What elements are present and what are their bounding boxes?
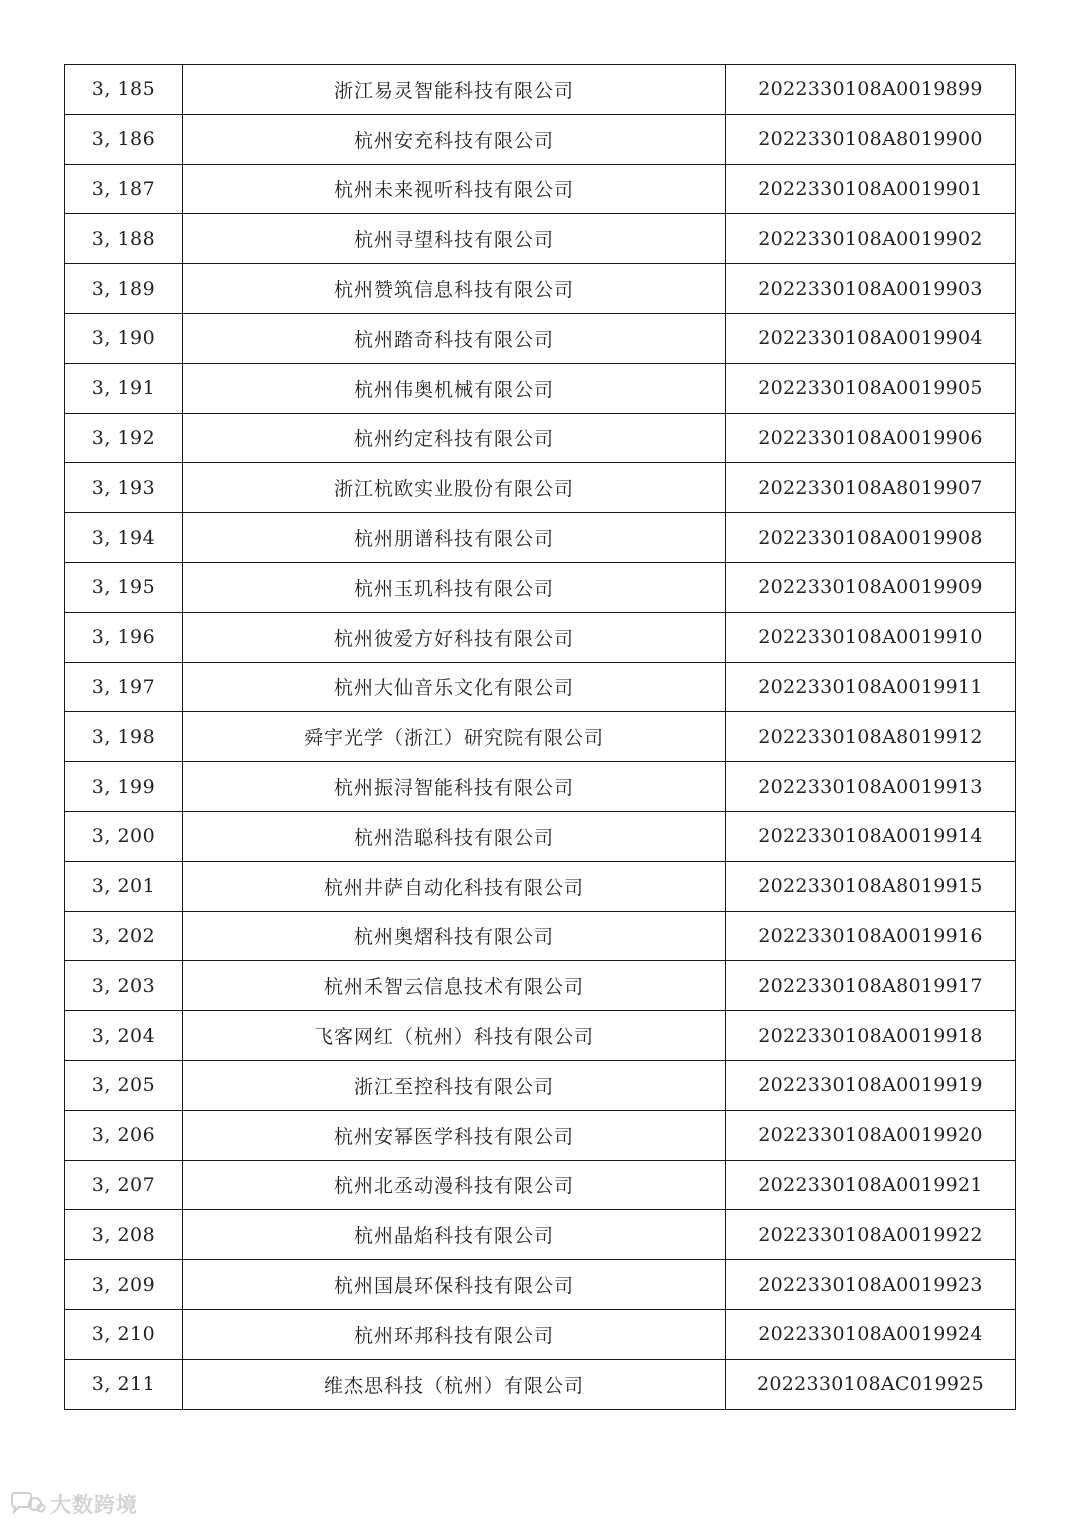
- row-number-cell: 3, 205: [65, 1060, 183, 1110]
- table-row: [65, 1160, 1016, 1210]
- company-name-cell: 杭州奥熠科技有限公司: [183, 911, 726, 961]
- row-number-cell: 3, 185: [65, 65, 183, 115]
- row-number-cell: 3, 197: [65, 662, 183, 712]
- row-number-cell: 3, 186: [65, 114, 183, 164]
- registration-code-cell: 2022330108A0019919: [726, 1060, 1016, 1110]
- registration-code-cell: 2022330108A0019906: [726, 413, 1016, 463]
- company-name-cell: 维杰思科技（杭州）有限公司: [183, 1359, 726, 1409]
- registration-code-cell: 2022330108A8019907: [726, 463, 1016, 513]
- row-number-cell: 3, 187: [65, 164, 183, 214]
- company-name-cell: 杭州赞筑信息科技有限公司: [183, 264, 726, 314]
- registration-code-cell: 2022330108A8019915: [726, 861, 1016, 911]
- row-number-cell: 3, 210: [65, 1309, 183, 1359]
- company-name-cell: 杭州井萨自动化科技有限公司: [183, 861, 726, 911]
- table-row: [65, 712, 1016, 762]
- table-row: [65, 662, 1016, 712]
- company-name-cell: 杭州玉玑科技有限公司: [183, 562, 726, 612]
- company-name-cell: 杭州禾智云信息技术有限公司: [183, 961, 726, 1011]
- table-row: [65, 1011, 1016, 1061]
- company-name-cell: 杭州安幂医学科技有限公司: [183, 1110, 726, 1160]
- table-row: [65, 463, 1016, 513]
- company-name-cell: 杭州浩聪科技有限公司: [183, 811, 726, 861]
- company-name-cell: 舜宇光学（浙江）研究院有限公司: [183, 712, 726, 762]
- company-registry-table: [64, 64, 1016, 1410]
- table-row: [65, 513, 1016, 563]
- row-number-cell: 3, 200: [65, 811, 183, 861]
- row-number-cell: 3, 191: [65, 363, 183, 413]
- table-body: [65, 65, 1016, 1410]
- registration-code-cell: 2022330108A0019899: [726, 65, 1016, 115]
- table-row: [65, 562, 1016, 612]
- watermark-text: 大数跨境: [50, 1493, 138, 1517]
- company-name-cell: 杭州朋谱科技有限公司: [183, 513, 726, 563]
- row-number-cell: 3, 190: [65, 313, 183, 363]
- company-name-cell: 杭州伟奥机械有限公司: [183, 363, 726, 413]
- watermark: [6, 1488, 138, 1520]
- table-row: [65, 1210, 1016, 1260]
- row-number-cell: 3, 199: [65, 762, 183, 812]
- company-name-cell: 杭州晶焰科技有限公司: [183, 1210, 726, 1260]
- company-name-cell: 浙江易灵智能科技有限公司: [183, 65, 726, 115]
- registration-code-cell: 2022330108A0019902: [726, 214, 1016, 264]
- table-row: [65, 114, 1016, 164]
- company-name-cell: 浙江杭欧实业股份有限公司: [183, 463, 726, 513]
- row-number-cell: 3, 201: [65, 861, 183, 911]
- row-number-cell: 3, 202: [65, 911, 183, 961]
- table-row: [65, 811, 1016, 861]
- registration-code-cell: 2022330108A0019905: [726, 363, 1016, 413]
- company-name-cell: 杭州环邦科技有限公司: [183, 1309, 726, 1359]
- row-number-cell: 3, 206: [65, 1110, 183, 1160]
- chat-bubble-logo-icon: [6, 1491, 46, 1517]
- company-name-cell: 杭州彼爱方好科技有限公司: [183, 612, 726, 662]
- registration-code-cell: 2022330108A0019910: [726, 612, 1016, 662]
- company-name-cell: 杭州北丞动漫科技有限公司: [183, 1160, 726, 1210]
- company-name-cell: 浙江至控科技有限公司: [183, 1060, 726, 1110]
- registration-code-cell: 2022330108A0019922: [726, 1210, 1016, 1260]
- company-name-cell: 杭州踏奇科技有限公司: [183, 313, 726, 363]
- row-number-cell: 3, 207: [65, 1160, 183, 1210]
- table-row: [65, 214, 1016, 264]
- table-row: [65, 961, 1016, 1011]
- row-number-cell: 3, 211: [65, 1359, 183, 1409]
- row-number-cell: 3, 209: [65, 1260, 183, 1310]
- row-number-cell: 3, 196: [65, 612, 183, 662]
- registration-code-cell: 2022330108A0019918: [726, 1011, 1016, 1061]
- registration-code-cell: 2022330108A0019911: [726, 662, 1016, 712]
- row-number-cell: 3, 189: [65, 264, 183, 314]
- company-name-cell: 杭州大仙音乐文化有限公司: [183, 662, 726, 712]
- registration-code-cell: 2022330108A0019913: [726, 762, 1016, 812]
- table-row: [65, 762, 1016, 812]
- company-name-cell: 杭州振浔智能科技有限公司: [183, 762, 726, 812]
- row-number-cell: 3, 204: [65, 1011, 183, 1061]
- table-row: [65, 612, 1016, 662]
- table-row: [65, 861, 1016, 911]
- registration-code-cell: 2022330108A0019920: [726, 1110, 1016, 1160]
- table-row: [65, 1260, 1016, 1310]
- row-number-cell: 3, 195: [65, 562, 183, 612]
- registration-code-cell: 2022330108A0019903: [726, 264, 1016, 314]
- table-row: [65, 313, 1016, 363]
- table-row: [65, 65, 1016, 115]
- registration-code-cell: 2022330108A0019909: [726, 562, 1016, 612]
- table-row: [65, 911, 1016, 961]
- registration-code-cell: 2022330108A0019901: [726, 164, 1016, 214]
- table-row: [65, 413, 1016, 463]
- registration-code-cell: 2022330108A8019900: [726, 114, 1016, 164]
- row-number-cell: 3, 208: [65, 1210, 183, 1260]
- row-number-cell: 3, 193: [65, 463, 183, 513]
- table-row: [65, 1060, 1016, 1110]
- table-row: [65, 1359, 1016, 1409]
- table-row: [65, 264, 1016, 314]
- registration-code-cell: 2022330108A0019916: [726, 911, 1016, 961]
- registration-code-cell: 2022330108AC019925: [726, 1359, 1016, 1409]
- row-number-cell: 3, 188: [65, 214, 183, 264]
- registration-code-cell: 2022330108A0019904: [726, 313, 1016, 363]
- table-row: [65, 1309, 1016, 1359]
- registration-code-cell: 2022330108A0019908: [726, 513, 1016, 563]
- registration-code-cell: 2022330108A0019921: [726, 1160, 1016, 1210]
- registration-code-cell: 2022330108A8019917: [726, 961, 1016, 1011]
- registration-code-cell: 2022330108A0019914: [726, 811, 1016, 861]
- company-name-cell: 杭州国晨环保科技有限公司: [183, 1260, 726, 1310]
- company-name-cell: 杭州寻望科技有限公司: [183, 214, 726, 264]
- row-number-cell: 3, 198: [65, 712, 183, 762]
- registration-code-cell: 2022330108A0019923: [726, 1260, 1016, 1310]
- row-number-cell: 3, 203: [65, 961, 183, 1011]
- registration-code-cell: 2022330108A8019912: [726, 712, 1016, 762]
- row-number-cell: 3, 194: [65, 513, 183, 563]
- company-name-cell: 飞客网红（杭州）科技有限公司: [183, 1011, 726, 1061]
- company-name-cell: 杭州安充科技有限公司: [183, 114, 726, 164]
- company-name-cell: 杭州约定科技有限公司: [183, 413, 726, 463]
- table-row: [65, 1110, 1016, 1160]
- table-row: [65, 164, 1016, 214]
- row-number-cell: 3, 192: [65, 413, 183, 463]
- company-name-cell: 杭州未来视听科技有限公司: [183, 164, 726, 214]
- registration-code-cell: 2022330108A0019924: [726, 1309, 1016, 1359]
- table-row: [65, 363, 1016, 413]
